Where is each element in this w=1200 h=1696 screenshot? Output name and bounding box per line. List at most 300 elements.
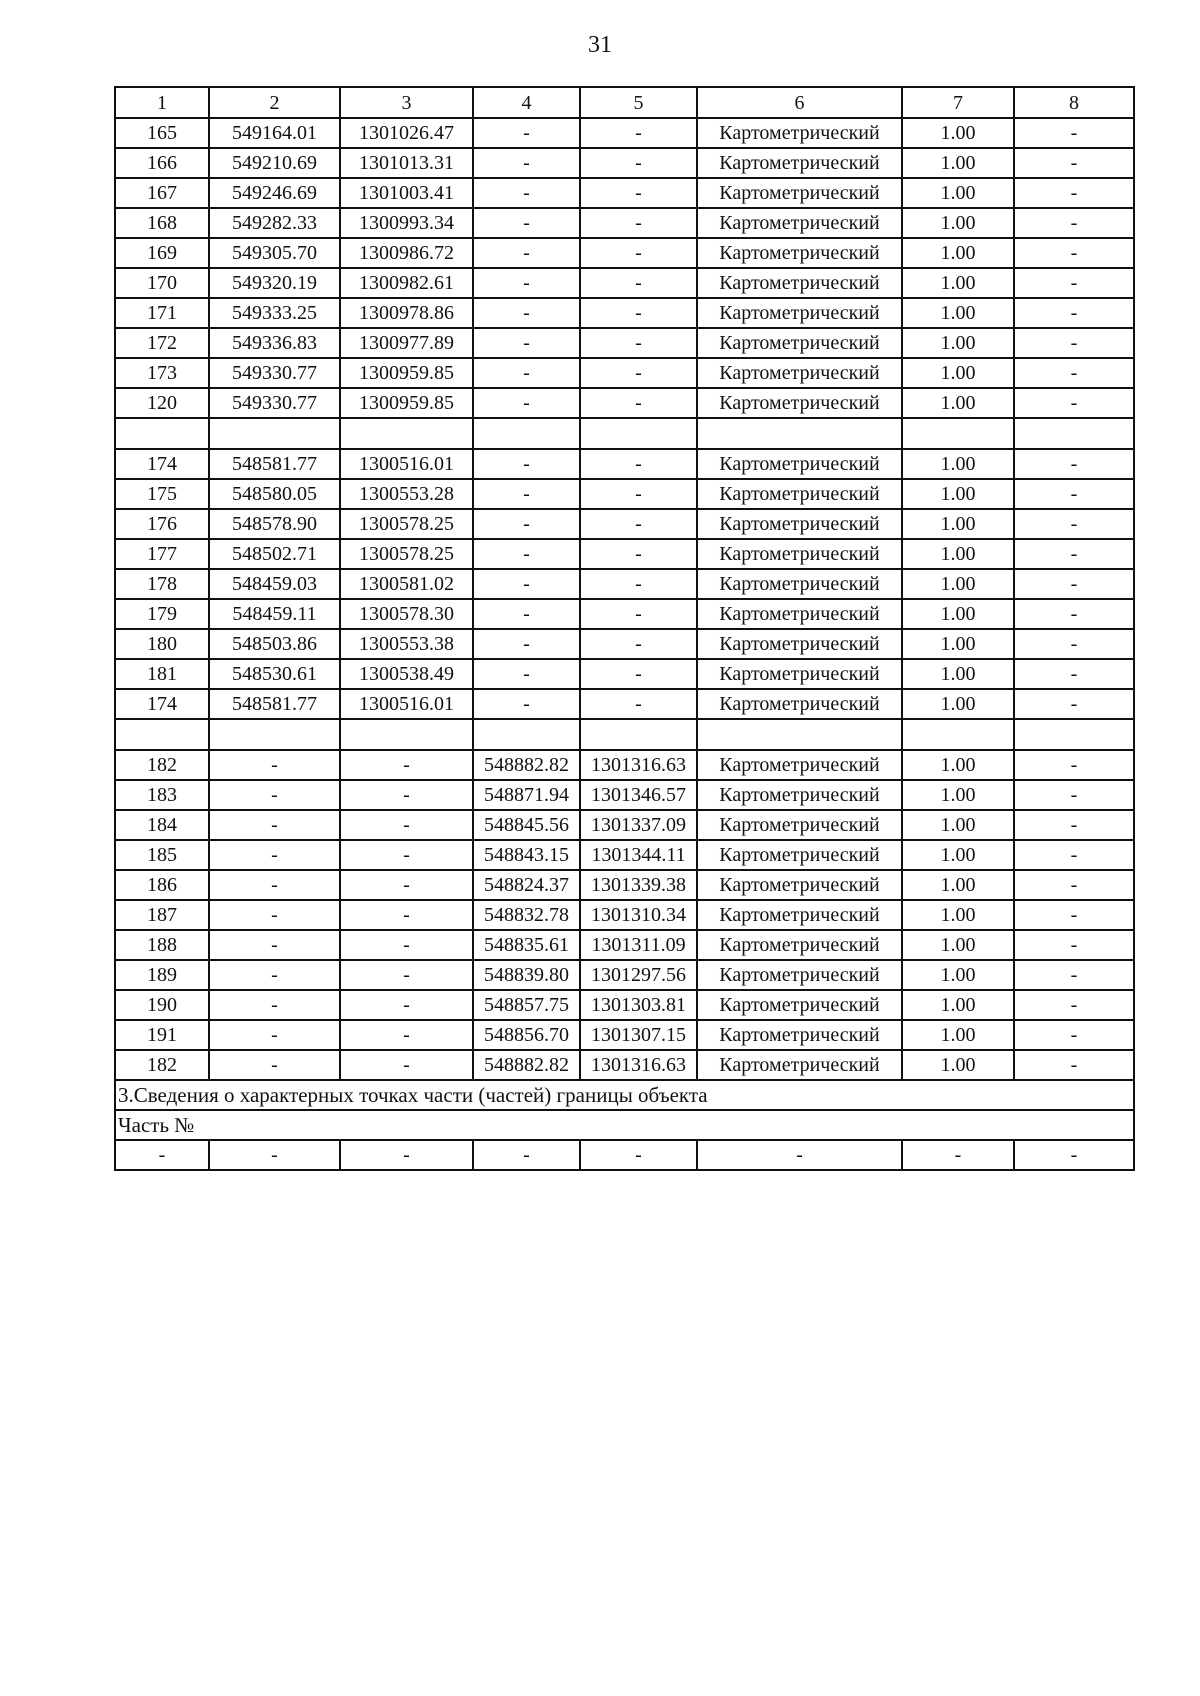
table-cell-col-8: -: [1014, 840, 1134, 870]
table-cell-col-6: Картометрический: [697, 840, 902, 870]
table-cell-col-3: -: [340, 990, 473, 1020]
column-header-3: 3: [340, 87, 473, 118]
section-heading-row: [115, 1080, 1134, 1110]
empty-cell: [473, 719, 580, 750]
table-cell-col-4: -: [473, 509, 580, 539]
table-cell-col-6: Картометрический: [697, 1020, 902, 1050]
table-row: [115, 900, 1134, 930]
table-cell-col-5: 1301310.34: [580, 900, 697, 930]
table-cell-col-4: 548824.37: [473, 870, 580, 900]
table-cell-col-1: 167: [115, 178, 209, 208]
table-cell-col-2: 548530.61: [209, 659, 340, 689]
table-cell-col-3: 1300578.25: [340, 539, 473, 569]
table-cell-col-1: 182: [115, 750, 209, 780]
table-cell-col-2: 548581.77: [209, 689, 340, 719]
column-header-7: 7: [902, 87, 1014, 118]
table-cell-col-3: 1300982.61: [340, 268, 473, 298]
table-cell-col-6: Картометрический: [697, 388, 902, 418]
table-cell-col-5: -: [580, 358, 697, 388]
table-cell-col-2: 549282.33: [209, 208, 340, 238]
table-cell-col-2: -: [209, 930, 340, 960]
table-cell-col-4: -: [473, 479, 580, 509]
table-row: [115, 479, 1134, 509]
table-cell-col-6: Картометрический: [697, 208, 902, 238]
table-cell-col-6: Картометрический: [697, 870, 902, 900]
table-row: [115, 539, 1134, 569]
table-cell-col-3: -: [340, 1140, 473, 1170]
table-row: [115, 659, 1134, 689]
table-cell-col-8: -: [1014, 569, 1134, 599]
table-cell-col-7: 1.00: [902, 780, 1014, 810]
table-cell-col-8: -: [1014, 509, 1134, 539]
table-cell-col-2: 549246.69: [209, 178, 340, 208]
table-cell-col-2: 548581.77: [209, 449, 340, 479]
table-cell-col-7: 1.00: [902, 509, 1014, 539]
table-cell-col-3: 1300538.49: [340, 659, 473, 689]
table-cell-col-5: -: [580, 539, 697, 569]
blank-separator-row: [115, 418, 1134, 449]
table-cell-col-8: -: [1014, 689, 1134, 719]
table-cell-col-3: 1300516.01: [340, 689, 473, 719]
table-cell-col-5: 1301344.11: [580, 840, 697, 870]
table-cell-col-1: 176: [115, 509, 209, 539]
empty-cell: [580, 418, 697, 449]
table-cell-col-3: -: [340, 780, 473, 810]
table-cell-col-5: 1301311.09: [580, 930, 697, 960]
table-cell-col-4: -: [473, 659, 580, 689]
table-cell-col-8: -: [1014, 118, 1134, 148]
table-cell-col-3: -: [340, 930, 473, 960]
table-cell-col-8: -: [1014, 148, 1134, 178]
empty-cell: [115, 719, 209, 750]
table-cell-col-5: -: [580, 298, 697, 328]
table-cell-col-8: -: [1014, 298, 1134, 328]
table-row: [115, 870, 1134, 900]
table-cell-col-7: 1.00: [902, 479, 1014, 509]
table-cell-col-2: 548502.71: [209, 539, 340, 569]
table-cell-col-2: -: [209, 1140, 340, 1170]
table-cell-col-4: -: [473, 388, 580, 418]
table-cell-col-7: 1.00: [902, 900, 1014, 930]
table-cell-col-1: 187: [115, 900, 209, 930]
column-header-1: 1: [115, 87, 209, 118]
table-cell-col-5: -: [580, 268, 697, 298]
table-cell-col-6: Картометрический: [697, 118, 902, 148]
table-cell-col-7: 1.00: [902, 810, 1014, 840]
table-cell-col-6: Картометрический: [697, 960, 902, 990]
table-cell-col-4: -: [473, 449, 580, 479]
blank-separator-row: [115, 719, 1134, 750]
table-cell-col-4: 548857.75: [473, 990, 580, 1020]
table-body: [115, 87, 1134, 1170]
column-header-8: 8: [1014, 87, 1134, 118]
table-row: [115, 298, 1134, 328]
table-cell-col-5: -: [580, 208, 697, 238]
table-cell-col-4: 548832.78: [473, 900, 580, 930]
table-cell-col-6: Картометрический: [697, 569, 902, 599]
empty-cell: [902, 418, 1014, 449]
table-cell-col-2: 549164.01: [209, 118, 340, 148]
table-cell-col-3: 1300578.25: [340, 509, 473, 539]
table-cell-col-3: 1300986.72: [340, 238, 473, 268]
table-cell-col-4: 548845.56: [473, 810, 580, 840]
table-cell-col-4: 548856.70: [473, 1020, 580, 1050]
table-cell-col-8: -: [1014, 449, 1134, 479]
table-cell-col-6: Картометрический: [697, 479, 902, 509]
table-cell-col-2: -: [209, 810, 340, 840]
table-cell-col-6: Картометрический: [697, 900, 902, 930]
table-cell-col-4: -: [473, 178, 580, 208]
table-cell-col-5: -: [580, 178, 697, 208]
table-cell-col-3: 1300959.85: [340, 388, 473, 418]
empty-cell: [1014, 418, 1134, 449]
table-cell-col-7: 1.00: [902, 118, 1014, 148]
table-cell-col-8: -: [1014, 539, 1134, 569]
table-cell-col-1: 188: [115, 930, 209, 960]
table-cell-col-6: Картометрический: [697, 629, 902, 659]
table-cell-col-4: -: [473, 599, 580, 629]
table-cell-col-1: 173: [115, 358, 209, 388]
empty-cell: [115, 418, 209, 449]
table-cell-col-2: 548459.11: [209, 599, 340, 629]
table-cell-col-1: 189: [115, 960, 209, 990]
table-cell-col-3: -: [340, 900, 473, 930]
table-cell-col-3: -: [340, 1020, 473, 1050]
table-cell-col-6: Картометрический: [697, 1050, 902, 1080]
table-row: [115, 689, 1134, 719]
table-cell-col-1: 169: [115, 238, 209, 268]
table-cell-col-7: 1.00: [902, 569, 1014, 599]
table-cell-col-8: -: [1014, 1140, 1134, 1170]
table-cell-col-6: Картометрический: [697, 539, 902, 569]
table-row: [115, 208, 1134, 238]
table-cell-col-2: 549330.77: [209, 388, 340, 418]
table-cell-col-5: -: [580, 479, 697, 509]
table-cell-col-8: -: [1014, 629, 1134, 659]
table-cell-col-4: -: [473, 208, 580, 238]
table-cell-col-1: 120: [115, 388, 209, 418]
table-cell-col-7: 1.00: [902, 328, 1014, 358]
table-row: [115, 1050, 1134, 1080]
table-row: [115, 118, 1134, 148]
table-cell-col-2: 548503.86: [209, 629, 340, 659]
table-cell-col-5: -: [580, 569, 697, 599]
table-cell-col-7: 1.00: [902, 960, 1014, 990]
table-cell-col-8: -: [1014, 328, 1134, 358]
table-cell-col-7: 1.00: [902, 238, 1014, 268]
table-cell-col-2: 549336.83: [209, 328, 340, 358]
table-cell-col-3: -: [340, 750, 473, 780]
table-cell-col-4: -: [473, 298, 580, 328]
table-cell-col-5: 1301337.09: [580, 810, 697, 840]
table-cell-col-5: -: [580, 1140, 697, 1170]
column-header-4: 4: [473, 87, 580, 118]
table-cell-col-4: -: [473, 328, 580, 358]
table-cell-col-6: Картометрический: [697, 449, 902, 479]
table-cell-col-7: 1.00: [902, 268, 1014, 298]
table-cell-col-3: 1301013.31: [340, 148, 473, 178]
table-cell-col-5: 1301307.15: [580, 1020, 697, 1050]
table-row: [115, 388, 1134, 418]
table-cell-col-5: 1301316.63: [580, 750, 697, 780]
table-cell-col-8: -: [1014, 810, 1134, 840]
table-cell-col-2: 549333.25: [209, 298, 340, 328]
table-cell-col-3: 1300553.38: [340, 629, 473, 659]
table-cell-col-4: -: [473, 1140, 580, 1170]
table-cell-col-5: 1301339.38: [580, 870, 697, 900]
table-cell-col-6: Картометрический: [697, 178, 902, 208]
table-cell-col-8: -: [1014, 960, 1134, 990]
table-cell-col-4: -: [473, 268, 580, 298]
table-cell-col-7: -: [902, 1140, 1014, 1170]
table-cell-col-3: 1300516.01: [340, 449, 473, 479]
table-cell-col-8: -: [1014, 599, 1134, 629]
table-cell-col-1: 180: [115, 629, 209, 659]
table-cell-col-6: Картометрический: [697, 750, 902, 780]
table-cell-col-2: -: [209, 750, 340, 780]
table-cell-col-1: 177: [115, 539, 209, 569]
table-cell-col-3: -: [340, 870, 473, 900]
table-row: [115, 148, 1134, 178]
column-header-2: 2: [209, 87, 340, 118]
empty-cell: [340, 719, 473, 750]
table-cell-col-8: -: [1014, 1020, 1134, 1050]
empty-cell: [473, 418, 580, 449]
table-cell-col-4: -: [473, 238, 580, 268]
table-cell-col-6: Картометрический: [697, 238, 902, 268]
table-cell-col-7: 1.00: [902, 539, 1014, 569]
column-header-6: 6: [697, 87, 902, 118]
table-cell-col-2: 549305.70: [209, 238, 340, 268]
table-cell-col-7: 1.00: [902, 1020, 1014, 1050]
table-cell-col-3: 1300978.86: [340, 298, 473, 328]
table-cell-col-3: -: [340, 960, 473, 990]
table-cell-col-3: 1300578.30: [340, 599, 473, 629]
table-cell-col-4: -: [473, 539, 580, 569]
table-cell-col-7: 1.00: [902, 1050, 1014, 1080]
table-cell-col-4: 548835.61: [473, 930, 580, 960]
table-cell-col-7: 1.00: [902, 599, 1014, 629]
table-cell-col-8: -: [1014, 358, 1134, 388]
table-cell-col-5: -: [580, 689, 697, 719]
table-cell-col-1: 172: [115, 328, 209, 358]
table-cell-col-2: -: [209, 780, 340, 810]
table-cell-col-1: 178: [115, 569, 209, 599]
table-cell-col-8: -: [1014, 388, 1134, 418]
table-cell-col-6: Картометрический: [697, 659, 902, 689]
table-cell-col-7: 1.00: [902, 449, 1014, 479]
table-cell-col-4: -: [473, 629, 580, 659]
table-cell-col-8: -: [1014, 178, 1134, 208]
table-cell-col-5: -: [580, 509, 697, 539]
table-cell-col-6: Картометрический: [697, 298, 902, 328]
table-cell-col-1: 185: [115, 840, 209, 870]
empty-cell: [697, 719, 902, 750]
table-row: [115, 268, 1134, 298]
table-cell-col-5: -: [580, 148, 697, 178]
empty-cell: [580, 719, 697, 750]
column-header-5: 5: [580, 87, 697, 118]
table-cell-col-4: -: [473, 358, 580, 388]
table-cell-col-2: -: [209, 870, 340, 900]
table-cell-col-5: -: [580, 629, 697, 659]
table-cell-col-5: 1301303.81: [580, 990, 697, 1020]
table-cell-col-6: Картометрический: [697, 930, 902, 960]
table-cell-col-8: -: [1014, 208, 1134, 238]
table-cell-col-2: -: [209, 960, 340, 990]
table-cell-col-5: -: [580, 328, 697, 358]
table-cell-col-1: 179: [115, 599, 209, 629]
table-cell-col-2: -: [209, 840, 340, 870]
table-cell-col-5: 1301316.63: [580, 1050, 697, 1080]
table-row: [115, 960, 1134, 990]
table-cell-col-2: -: [209, 1050, 340, 1080]
table-cell-col-6: Картометрический: [697, 148, 902, 178]
table-cell-col-7: 1.00: [902, 629, 1014, 659]
table-cell-col-5: -: [580, 599, 697, 629]
table-row: [115, 930, 1134, 960]
table-cell-col-8: -: [1014, 870, 1134, 900]
table-cell-col-8: -: [1014, 930, 1134, 960]
table-cell-col-1: 165: [115, 118, 209, 148]
table-cell-col-3: 1300581.02: [340, 569, 473, 599]
table-cell-col-1: 182: [115, 1050, 209, 1080]
table-cell-col-1: 175: [115, 479, 209, 509]
table-cell-col-1: 174: [115, 689, 209, 719]
table-cell-col-7: 1.00: [902, 870, 1014, 900]
table-cell-col-8: -: [1014, 990, 1134, 1020]
table-cell-col-4: 548882.82: [473, 750, 580, 780]
table-header-row: [115, 87, 1134, 118]
table-row: [115, 328, 1134, 358]
table-cell-col-1: 181: [115, 659, 209, 689]
table-row: [115, 840, 1134, 870]
table-cell-col-5: -: [580, 449, 697, 479]
table-row: [115, 569, 1134, 599]
table-cell-col-2: 548459.03: [209, 569, 340, 599]
table-cell-col-2: 548578.90: [209, 509, 340, 539]
table-cell-col-5: -: [580, 118, 697, 148]
table-cell-col-5: -: [580, 238, 697, 268]
table-cell-col-4: 548882.82: [473, 1050, 580, 1080]
table-cell-col-8: -: [1014, 1050, 1134, 1080]
table-cell-col-2: 549320.19: [209, 268, 340, 298]
table-cell-col-8: -: [1014, 479, 1134, 509]
table-cell-col-4: -: [473, 148, 580, 178]
table-cell-col-7: 1.00: [902, 298, 1014, 328]
table-cell-col-7: 1.00: [902, 689, 1014, 719]
table-cell-col-7: 1.00: [902, 388, 1014, 418]
table-cell-col-4: 548871.94: [473, 780, 580, 810]
table-cell-col-1: 166: [115, 148, 209, 178]
table-cell-col-7: 1.00: [902, 840, 1014, 870]
empty-cell: [697, 418, 902, 449]
table-cell-col-2: 548580.05: [209, 479, 340, 509]
table-cell-col-6: Картометрический: [697, 689, 902, 719]
table-cell-col-6: Картометрический: [697, 358, 902, 388]
table-cell-col-3: -: [340, 840, 473, 870]
table-row: [115, 780, 1134, 810]
table-cell-col-7: 1.00: [902, 930, 1014, 960]
table-cell-col-5: 1301297.56: [580, 960, 697, 990]
table-cell-col-8: -: [1014, 750, 1134, 780]
table-cell-col-4: -: [473, 118, 580, 148]
table-cell-col-3: 1300993.34: [340, 208, 473, 238]
table-cell-col-7: 1.00: [902, 990, 1014, 1020]
boundary-points-table: [114, 86, 1135, 1171]
table-cell-col-6: -: [697, 1140, 902, 1170]
table-cell-col-3: -: [340, 810, 473, 840]
table-cell-col-2: -: [209, 1020, 340, 1050]
table-cell-col-7: 1.00: [902, 659, 1014, 689]
table-cell-col-1: -: [115, 1140, 209, 1170]
table-cell-col-6: Картометрический: [697, 599, 902, 629]
table-cell-col-8: -: [1014, 780, 1134, 810]
table-row: [115, 1140, 1134, 1170]
table-cell-col-4: -: [473, 569, 580, 599]
table-cell-col-5: 1301346.57: [580, 780, 697, 810]
table-cell-col-4: 548839.80: [473, 960, 580, 990]
table-cell-col-7: 1.00: [902, 148, 1014, 178]
table-row: [115, 358, 1134, 388]
table-cell-col-1: 191: [115, 1020, 209, 1050]
table-cell-col-5: -: [580, 659, 697, 689]
table-row: [115, 599, 1134, 629]
table-row: [115, 750, 1134, 780]
table-cell-col-2: -: [209, 900, 340, 930]
table-row: [115, 990, 1134, 1020]
table-cell-col-8: -: [1014, 900, 1134, 930]
table-cell-col-1: 186: [115, 870, 209, 900]
table-cell-col-3: -: [340, 1050, 473, 1080]
section-heading-row: [115, 1110, 1134, 1140]
table-cell-col-6: Картометрический: [697, 328, 902, 358]
section-heading: Часть №: [115, 1110, 1134, 1140]
empty-cell: [209, 418, 340, 449]
table-cell-col-2: 549330.77: [209, 358, 340, 388]
table-row: [115, 810, 1134, 840]
empty-cell: [340, 418, 473, 449]
table-cell-col-1: 168: [115, 208, 209, 238]
table-cell-col-7: 1.00: [902, 178, 1014, 208]
table-cell-col-3: 1300959.85: [340, 358, 473, 388]
table-cell-col-8: -: [1014, 659, 1134, 689]
table-cell-col-2: -: [209, 990, 340, 1020]
table-row: [115, 629, 1134, 659]
table-cell-col-6: Картометрический: [697, 268, 902, 298]
section-heading: 3.Сведения о характерных точках части (частей) границы объекта: [115, 1080, 1134, 1110]
table-cell-col-3: 1301026.47: [340, 118, 473, 148]
table-row: [115, 509, 1134, 539]
table-cell-col-6: Картометрический: [697, 509, 902, 539]
table-cell-col-8: -: [1014, 238, 1134, 268]
table-cell-col-1: 190: [115, 990, 209, 1020]
table-row: [115, 1020, 1134, 1050]
table-cell-col-1: 170: [115, 268, 209, 298]
table-cell-col-7: 1.00: [902, 750, 1014, 780]
empty-cell: [902, 719, 1014, 750]
table-cell-col-4: 548843.15: [473, 840, 580, 870]
table-cell-col-6: Картометрический: [697, 810, 902, 840]
table-row: [115, 178, 1134, 208]
table-cell-col-1: 183: [115, 780, 209, 810]
table-cell-col-2: 549210.69: [209, 148, 340, 178]
table-cell-col-6: Картометрический: [697, 780, 902, 810]
table-cell-col-1: 184: [115, 810, 209, 840]
table-cell-col-1: 171: [115, 298, 209, 328]
table-cell-col-8: -: [1014, 268, 1134, 298]
table-row: [115, 449, 1134, 479]
